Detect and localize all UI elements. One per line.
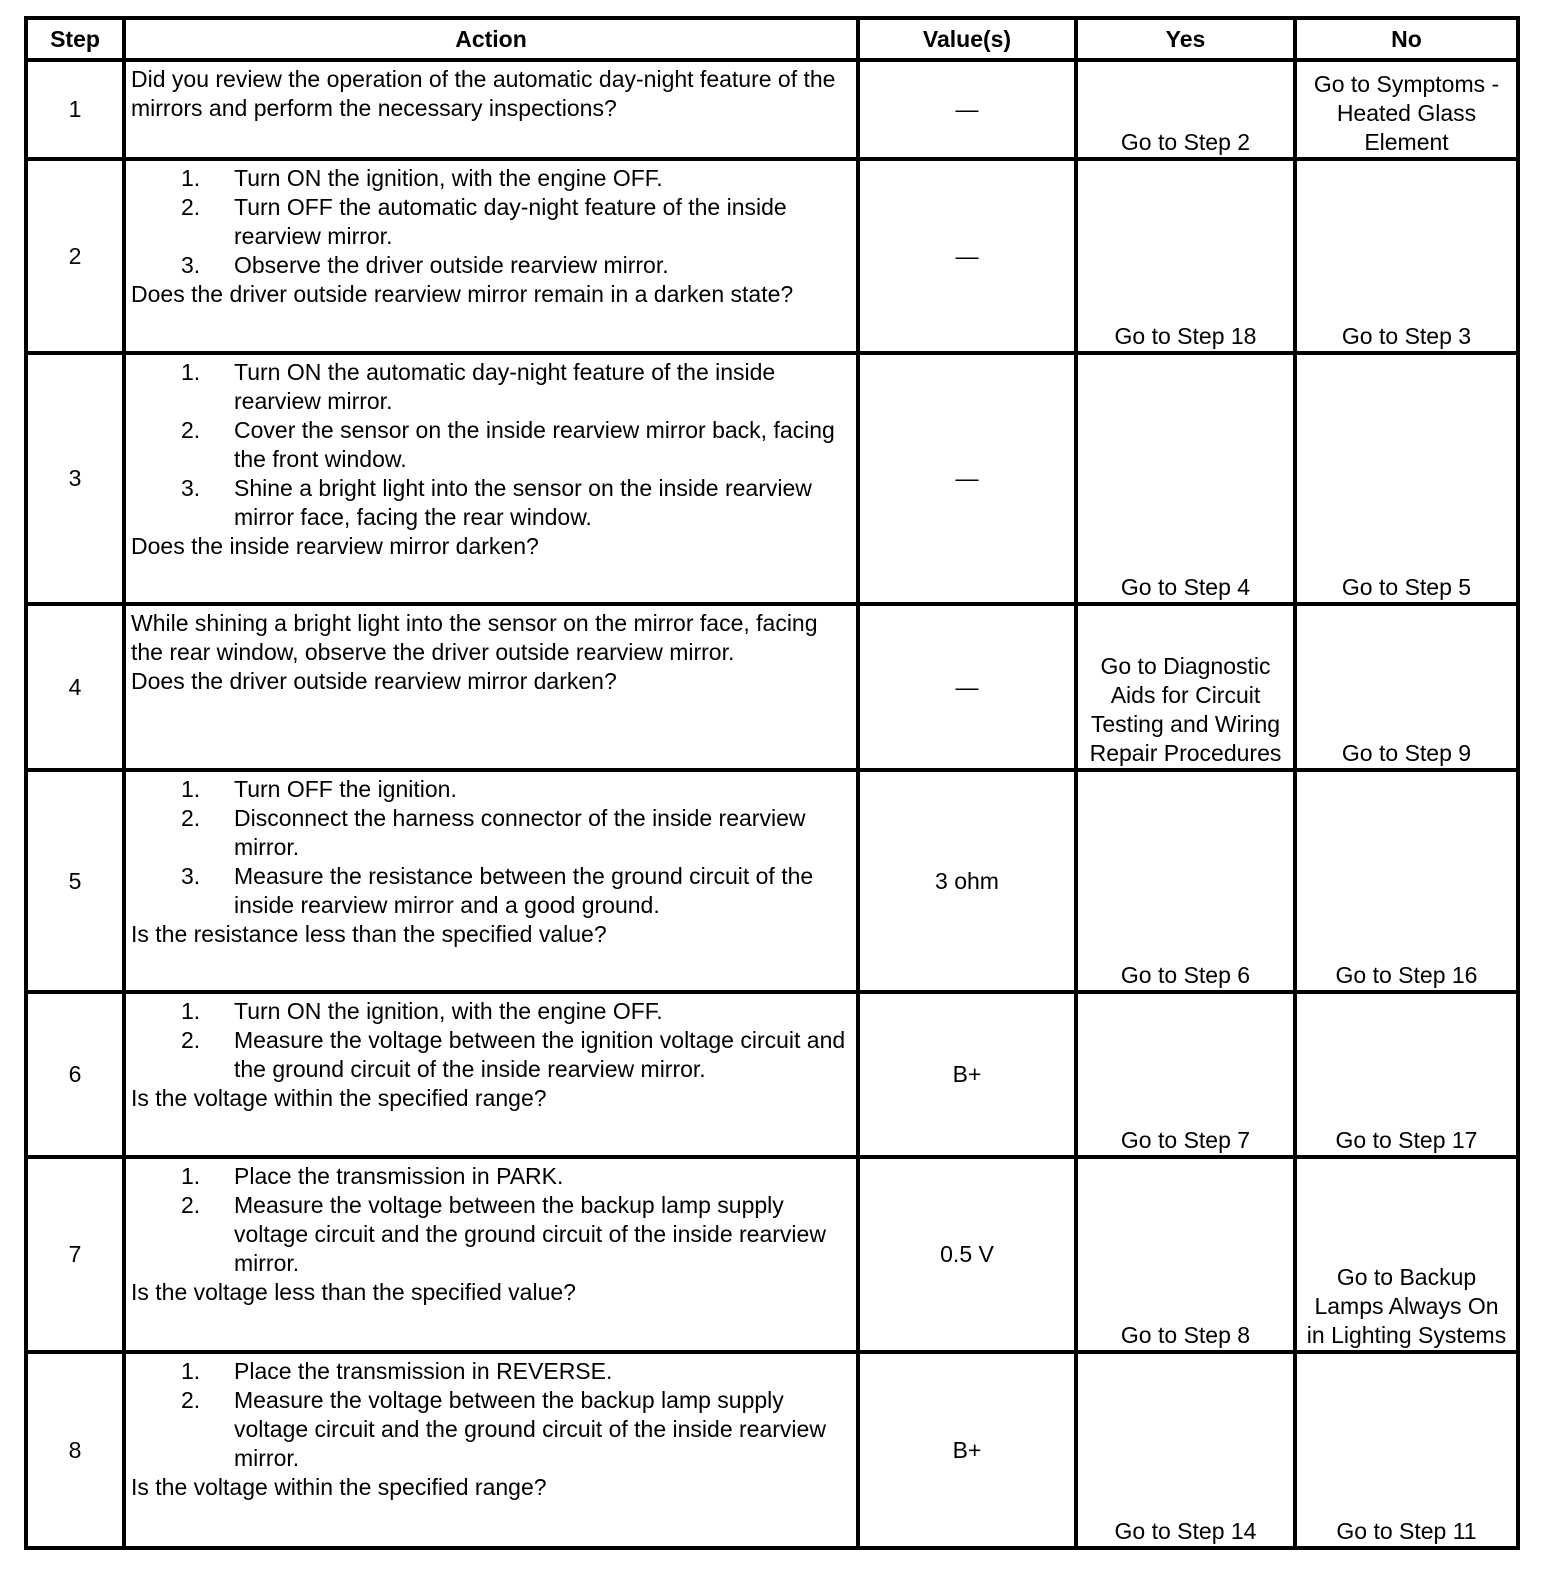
no-text: Go to Step 9 — [1341, 740, 1472, 766]
step-text: Turn OFF the ignition. — [234, 776, 457, 802]
step-text: Disconnect the harness connector of the inside rearview mirror. — [234, 805, 806, 860]
step-text: Turn ON the automatic day-night feature of the inside rearview mirror. — [234, 359, 776, 414]
step-number: 7 — [26, 1157, 124, 1352]
yes-text: Go to Step 4 — [1120, 574, 1251, 600]
action-cell — [124, 1352, 858, 1548]
diagnostic-table — [24, 16, 1520, 1550]
action-cell — [124, 60, 858, 159]
no-cell — [1295, 159, 1518, 353]
yes-text: Go to Step 2 — [1120, 129, 1251, 155]
header-row — [26, 18, 1518, 60]
yes-text: Go to Diagnostic Aids for Circuit Testing and Wiring Repair Procedures — [1089, 653, 1282, 766]
action-step — [131, 862, 852, 920]
no-text: Go to Step 17 — [1335, 1127, 1478, 1153]
action-steps — [131, 997, 852, 1084]
step-text: Turn ON the ignition, with the engine OFF. — [234, 165, 663, 191]
value-cell: — — [858, 353, 1076, 604]
step-text: Place the transmission in REVERSE. — [234, 1358, 613, 1384]
step-index: 1. — [181, 359, 201, 385]
step-number: 1 — [26, 60, 124, 159]
step-index: 2. — [181, 1387, 201, 1413]
table-row — [26, 770, 1518, 992]
header-yes: Yes — [1076, 18, 1295, 60]
step-index: 1. — [181, 776, 201, 802]
step-text: Measure the voltage between the backup lamp supply voltage circuit and the ground circuit of the inside rearview mirror. — [234, 1387, 826, 1471]
yes-cell — [1076, 770, 1295, 992]
step-number: 2 — [26, 159, 124, 353]
yes-cell — [1076, 1352, 1295, 1548]
no-text: Go to Symptoms - Heated Glass Element — [1313, 71, 1500, 155]
yes-text: Go to Step 18 — [1114, 323, 1257, 349]
step-text: Place the transmission in PARK. — [234, 1163, 564, 1189]
no-cell — [1295, 353, 1518, 604]
step-text: Cover the sensor on the inside rearview mirror back, facing the front window. — [234, 417, 835, 472]
step-text: Measure the resistance between the ground circuit of the inside rearview mirror and a good ground. — [234, 863, 814, 918]
step-index: 2. — [181, 805, 201, 831]
action-question: Does the inside rearview mirror darken? — [131, 533, 539, 559]
yes-text: Go to Step 14 — [1114, 1518, 1257, 1544]
action-steps — [131, 1162, 852, 1278]
step-index: 1. — [181, 1358, 201, 1384]
value-cell: — — [858, 159, 1076, 353]
action-step — [131, 997, 852, 1026]
action-cell — [124, 1157, 858, 1352]
action-steps — [131, 775, 852, 920]
no-cell — [1295, 1352, 1518, 1548]
value-cell: — — [858, 604, 1076, 770]
yes-cell — [1076, 353, 1295, 604]
table-row — [26, 604, 1518, 770]
value-cell: 0.5 V — [858, 1157, 1076, 1352]
action-step — [131, 251, 852, 280]
no-cell — [1295, 770, 1518, 992]
action-cell — [124, 770, 858, 992]
action-text: While shining a bright light into the sensor on the mirror face, facing the rear window, observe the driver outside rearview mirror. — [131, 610, 818, 665]
value-cell: B+ — [858, 992, 1076, 1157]
header-step: Step — [26, 18, 124, 60]
step-index: 2. — [181, 1027, 201, 1053]
step-text: Turn ON the ignition, with the engine OFF. — [234, 998, 663, 1024]
table-row — [26, 1352, 1518, 1548]
action-text: Did you review the operation of the automatic day-night feature of the mirrors and perform the necessary inspections? — [131, 66, 836, 121]
action-step — [131, 804, 852, 862]
step-index: 3. — [181, 863, 201, 889]
action-step — [131, 416, 852, 474]
action-step — [131, 164, 852, 193]
action-question: Does the driver outside rearview mirror darken? — [131, 668, 617, 694]
step-number: 8 — [26, 1352, 124, 1548]
step-text: Measure the voltage between the ignition voltage circuit and the ground circuit of the inside rearview mirror. — [234, 1027, 846, 1082]
value-cell: B+ — [858, 1352, 1076, 1548]
table-row — [26, 60, 1518, 159]
header-values: Value(s) — [858, 18, 1076, 60]
no-cell — [1295, 60, 1518, 159]
action-question: Is the voltage within the specified range? — [131, 1474, 547, 1500]
action-cell — [124, 604, 858, 770]
yes-text: Go to Step 8 — [1120, 1322, 1251, 1348]
header-action: Action — [124, 18, 858, 60]
action-step — [131, 1026, 852, 1084]
action-steps — [131, 164, 852, 280]
yes-cell — [1076, 992, 1295, 1157]
action-question: Does the driver outside rearview mirror remain in a darken state? — [131, 281, 794, 307]
action-step — [131, 1357, 852, 1386]
value-cell: — — [858, 60, 1076, 159]
no-text: Go to Step 5 — [1341, 574, 1472, 600]
no-cell — [1295, 1157, 1518, 1352]
table-row — [26, 353, 1518, 604]
yes-cell — [1076, 1157, 1295, 1352]
step-number: 3 — [26, 353, 124, 604]
step-number: 6 — [26, 992, 124, 1157]
step-index: 1. — [181, 1163, 201, 1189]
no-cell — [1295, 604, 1518, 770]
header-no: No — [1295, 18, 1518, 60]
no-text: Go to Backup Lamps Always On in Lighting Systems — [1306, 1264, 1507, 1348]
table-row — [26, 159, 1518, 353]
action-question: Is the voltage within the specified range? — [131, 1085, 547, 1111]
yes-cell — [1076, 604, 1295, 770]
table-row — [26, 1157, 1518, 1352]
table-row — [26, 992, 1518, 1157]
yes-text: Go to Step 7 — [1120, 1127, 1251, 1153]
step-text: Turn OFF the automatic day-night feature of the inside rearview mirror. — [234, 194, 787, 249]
step-index: 1. — [181, 165, 201, 191]
no-text: Go to Step 3 — [1341, 323, 1472, 349]
step-number: 4 — [26, 604, 124, 770]
action-step — [131, 1386, 852, 1473]
action-cell — [124, 992, 858, 1157]
no-text: Go to Step 16 — [1335, 962, 1478, 988]
value-cell: 3 ohm — [858, 770, 1076, 992]
step-index: 3. — [181, 475, 201, 501]
no-text: Go to Step 11 — [1336, 1518, 1477, 1544]
yes-cell — [1076, 159, 1295, 353]
step-text: Shine a bright light into the sensor on the inside rearview mirror face, facing the rear window. — [234, 475, 812, 530]
action-step — [131, 1162, 852, 1191]
action-question: Is the voltage less than the specified value? — [131, 1279, 576, 1305]
step-text: Measure the voltage between the backup lamp supply voltage circuit and the ground circuit of the inside rearview mirror. — [234, 1192, 826, 1276]
action-step — [131, 474, 852, 532]
action-question: Is the resistance less than the specified value? — [131, 921, 607, 947]
step-index: 2. — [181, 1192, 201, 1218]
action-step — [131, 358, 852, 416]
action-step — [131, 1191, 852, 1278]
action-step — [131, 193, 852, 251]
step-index: 1. — [181, 998, 201, 1024]
action-cell — [124, 353, 858, 604]
action-cell — [124, 159, 858, 353]
yes-text: Go to Step 6 — [1120, 962, 1251, 988]
step-index: 2. — [181, 417, 201, 443]
action-steps — [131, 358, 852, 532]
step-index: 2. — [181, 194, 201, 220]
step-index: 3. — [181, 252, 201, 278]
step-number: 5 — [26, 770, 124, 992]
no-cell — [1295, 992, 1518, 1157]
action-steps — [131, 1357, 852, 1473]
step-text: Observe the driver outside rearview mirror. — [234, 252, 669, 278]
yes-cell — [1076, 60, 1295, 159]
action-step — [131, 775, 852, 804]
